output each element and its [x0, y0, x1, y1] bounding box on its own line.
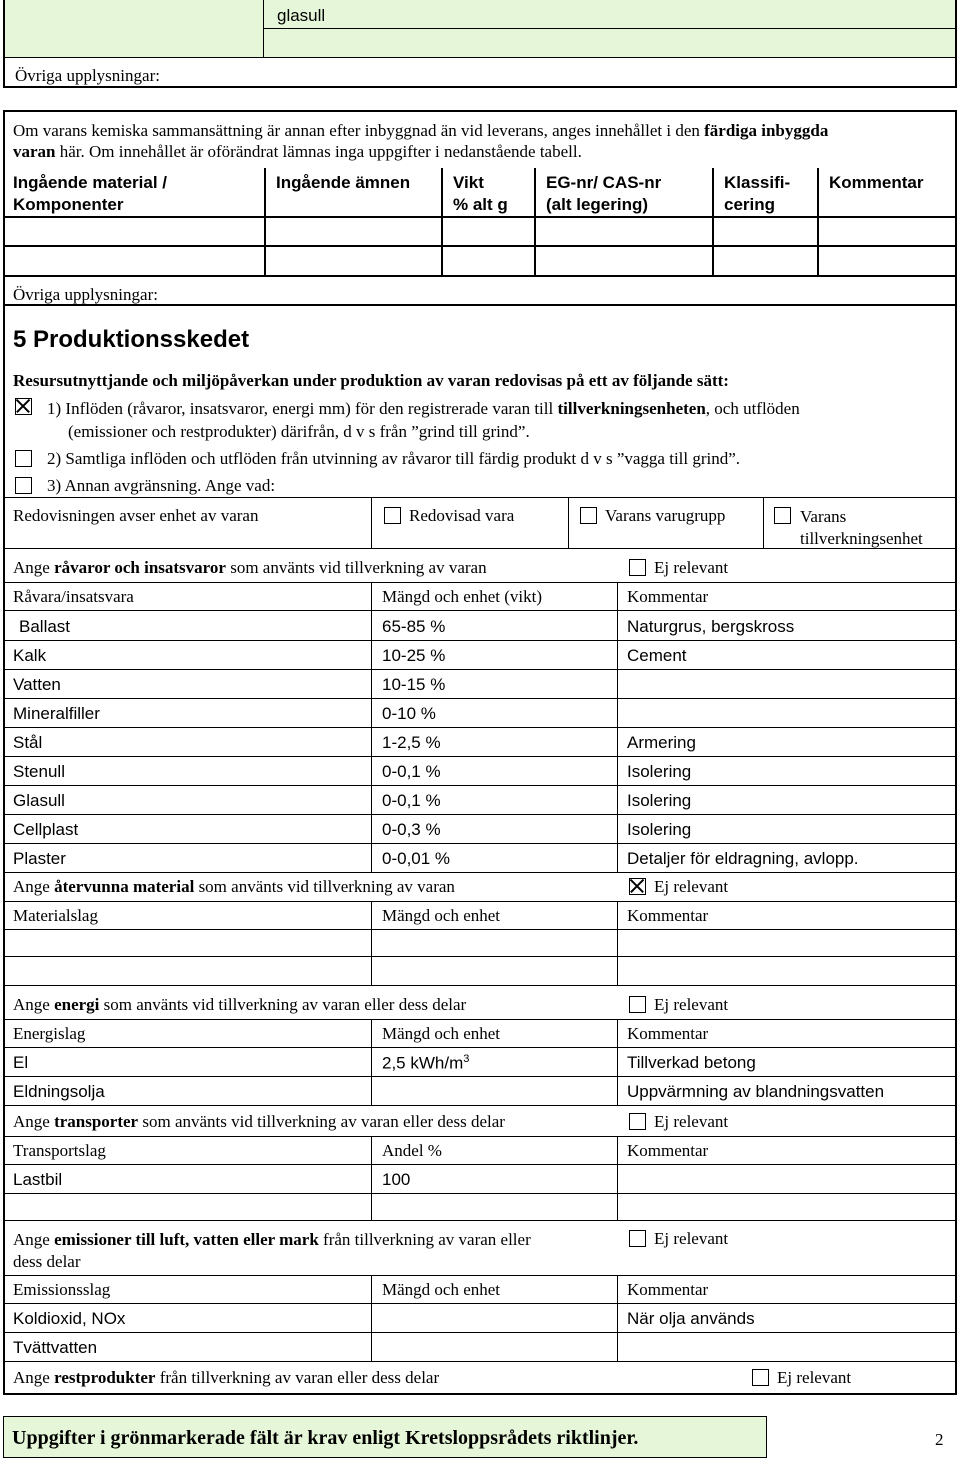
table-row[interactable] — [3, 757, 957, 785]
en-col1: Energislag — [13, 1024, 86, 1043]
raw-col1: Råvara/insatsvara — [13, 587, 134, 606]
raw-ej-relevant-checkbox[interactable] — [629, 559, 646, 576]
em-r1-a: Koldioxid, NOx — [13, 1309, 126, 1328]
en-r1-a: El — [13, 1053, 29, 1072]
t1-ovriga-label: Övriga upplysningar: — [13, 285, 158, 304]
em-q-pre: Ange — [13, 1230, 55, 1249]
raw-cell-c: Detaljer för eldragning, avlopp. — [627, 849, 859, 868]
rest-ej-relevant-label: Ej relevant — [777, 1368, 852, 1387]
material-field-2[interactable] — [264, 29, 957, 57]
table-row[interactable] — [3, 670, 957, 698]
raw-cell-b: 0-0,1 % — [382, 791, 441, 810]
en-q-pre: Ange — [13, 995, 55, 1014]
table-row[interactable] — [3, 844, 957, 872]
en-q-post: som använts vid tillverkning av varan eller dess delar — [99, 995, 467, 1014]
energy-ej-relevant-checkbox[interactable] — [629, 996, 646, 1013]
rec-col3: Kommentar — [627, 906, 709, 925]
em-q-line2: dess delar — [13, 1252, 81, 1271]
raw-ej-relevant-label: Ej relevant — [654, 558, 729, 577]
raw-q-bold: råvaror och insatsvaror — [54, 558, 226, 577]
rest-q-post: från tillverkning av varan eller dess delar — [155, 1368, 440, 1387]
table-row[interactable] — [3, 815, 957, 843]
table-row[interactable] — [3, 1333, 957, 1361]
transport-ej-relevant-checkbox[interactable] — [629, 1113, 646, 1130]
recycled-question — [13, 877, 455, 897]
option1-pre: 1) Inflöden (råvaror, insatsvaror, energi mm) för den registrerade varan till — [47, 399, 558, 418]
table-row[interactable] — [3, 1304, 957, 1332]
raw-q-pre: Ange — [13, 558, 55, 577]
intro-text — [13, 120, 948, 162]
raw-cell-a: Mineralfiller — [13, 704, 100, 723]
tr-col3: Kommentar — [627, 1141, 709, 1160]
em-q-bold: emissioner till luft, vatten eller mark — [54, 1230, 319, 1249]
th-amnen: Ingående ämnen — [276, 173, 411, 192]
raw-cell-b: 0-0,01 % — [382, 849, 451, 868]
th-kommentar: Kommentar — [829, 173, 924, 192]
raw-cell-c: Isolering — [627, 820, 692, 839]
raw-cell-b: 0-0,3 % — [382, 820, 441, 839]
em-col2: Mängd och enhet — [382, 1280, 501, 1299]
raw-cell-b: 10-15 % — [382, 675, 446, 694]
en-r1-c: Tillverkad betong — [627, 1053, 756, 1072]
th-klass: Klassifi- cering — [724, 173, 791, 214]
option1-line2: (emissioner och restprodukter) därifrån, d v s från ”grind till grind”. — [68, 422, 530, 441]
em-col1: Emissionsslag — [13, 1280, 111, 1299]
raw-cell-a: Glasull — [13, 791, 65, 810]
raw-cell-b: 65-85 % — [382, 617, 446, 636]
option1-checkbox[interactable] — [15, 398, 32, 415]
recycled-ej-relevant-label: Ej relevant — [654, 877, 729, 896]
raw-cell-c: Cement — [627, 646, 687, 665]
raw-cell-a: Ballast — [19, 617, 71, 636]
rec-q-post: som använts vid tillverkning av varan — [194, 877, 455, 896]
rest-q-bold: restprodukter — [54, 1368, 156, 1387]
table-row[interactable] — [3, 1048, 957, 1076]
raw-cell-c: Isolering — [627, 762, 692, 781]
t1-row2[interactable] — [266, 247, 955, 275]
ovriga-label: Övriga upplysningar: — [15, 66, 160, 85]
material-field[interactable] — [264, 0, 957, 28]
redov-enhet-l2: tillverkningsenhet — [800, 529, 923, 548]
raw-col3: Kommentar — [627, 587, 709, 606]
raw-cell-a: Stenull — [13, 762, 65, 781]
rest-q-pre: Ange — [13, 1368, 55, 1387]
rec-row-1[interactable] — [3, 930, 957, 956]
th-vikt: Vikt % alt g — [453, 173, 508, 214]
rest-question — [13, 1368, 439, 1388]
tr-col1: Transportslag — [13, 1141, 106, 1160]
option1-post: , och utflöden — [705, 399, 800, 418]
tr-r1-b: 100 — [382, 1170, 411, 1189]
option2-checkbox[interactable] — [15, 450, 32, 467]
em-r2-a: Tvättvatten — [13, 1338, 98, 1357]
raw-cell-a: Plaster — [13, 849, 66, 868]
recycled-ej-relevant-checkbox[interactable] — [629, 878, 646, 895]
table-row[interactable] — [3, 641, 957, 669]
ovriga-upplysningar-row[interactable] — [3, 58, 957, 88]
intro-line2: här. Om innehållet är oförändrat lämnas inga uppgifter i nedanstående tabell. — [55, 142, 582, 161]
option1-text — [47, 397, 800, 443]
raw-cell-c: Armering — [627, 733, 696, 752]
en-r2-c: Uppvärmning av blandningsvatten — [627, 1082, 885, 1101]
transport-question — [13, 1112, 505, 1132]
redov-varugrupp-label: Varans varugrupp — [605, 506, 726, 525]
energy-ej-relevant-label: Ej relevant — [654, 995, 729, 1014]
rest-ej-relevant-checkbox[interactable] — [752, 1369, 769, 1386]
page-number: 2 — [935, 1430, 944, 1449]
en-col3: Kommentar — [627, 1024, 709, 1043]
tr-col2: Andel % — [382, 1141, 442, 1160]
emission-question — [13, 1229, 613, 1273]
t1-row1[interactable] — [266, 218, 955, 245]
raw-cell-b: 0-10 % — [382, 704, 436, 723]
rec-col1: Materialslag — [13, 906, 98, 925]
transport-ej-relevant-label: Ej relevant — [654, 1112, 729, 1131]
th-material: Ingående material / Komponenter — [13, 173, 167, 214]
em-r1-c: När olja används — [627, 1309, 755, 1328]
option3-checkbox[interactable] — [15, 477, 32, 494]
redov-vara-label: Redovisad vara — [409, 506, 515, 525]
en-r1-b-wrap — [382, 1053, 469, 1074]
section5-lead-text: Resursutnyttjande och miljöpåverkan under produktion av varan redovisas på ett av följande sätt: — [13, 371, 729, 390]
top-label-cell — [3, 0, 264, 57]
table-row[interactable] — [3, 728, 957, 756]
tr-q-pre: Ange — [13, 1112, 55, 1131]
intro-line1: Om varans kemiska sammansättning är annan efter inbyggnad än vid leverans, anges innehållet i den — [13, 121, 705, 140]
redov-enhet-checkbox[interactable] — [774, 507, 791, 524]
raw-cell-a: Kalk — [13, 646, 47, 665]
material-value: glasull — [277, 6, 326, 25]
raw-cell-c: Naturgrus, bergskross — [627, 617, 795, 636]
option1-bold: tillverkningsenheten — [557, 399, 706, 418]
raw-cell-b: 10-25 % — [382, 646, 446, 665]
rec-col2: Mängd och enhet — [382, 906, 501, 925]
raw-q-post: som använts vid tillverkning av varan — [225, 558, 487, 577]
em-q-post: från tillverkning av varan eller — [318, 1230, 531, 1249]
raw-cell-a: Stål — [13, 733, 43, 752]
raw-cell-b: 0-0,1 % — [382, 762, 441, 781]
intro-bold1: färdiga inbyggda — [704, 121, 829, 140]
table-row[interactable] — [3, 1077, 957, 1105]
section5-lead — [13, 371, 729, 391]
tr-q-bold: transporter — [54, 1112, 139, 1131]
en-r2-a: Eldningsolja — [13, 1082, 105, 1101]
footer-note-box — [3, 1416, 767, 1458]
table-row[interactable] — [3, 1165, 957, 1193]
raw-question — [13, 558, 487, 578]
table-row[interactable] — [3, 786, 957, 814]
option3-text: 3) Annan avgränsning. Ange vad: — [47, 476, 276, 495]
footer-note: Uppgifter i grönmarkerade fält är krav enligt Kretsloppsrådets riktlinjer. — [12, 1427, 639, 1449]
section5-title: 5 Produktionsskedet — [13, 326, 250, 353]
rec-row-2[interactable] — [3, 957, 957, 985]
emission-ej-relevant-checkbox[interactable] — [629, 1230, 646, 1247]
table-row[interactable] — [3, 699, 957, 727]
rec-q-bold: återvunna material — [54, 877, 195, 896]
en-r1-b: 2,5 kWh/m — [382, 1053, 464, 1073]
raw-cell-a: Cellplast — [13, 820, 79, 839]
tr-r1-a: Lastbil — [13, 1170, 63, 1189]
emission-ej-relevant-label: Ej relevant — [654, 1229, 729, 1248]
tr-row-2[interactable] — [3, 1194, 957, 1220]
tr-q-post: som använts vid tillverkning av varan eller dess delar — [138, 1112, 505, 1131]
redov-vara-checkbox[interactable] — [384, 507, 401, 524]
raw-cell-b: 1-2,5 % — [382, 733, 441, 752]
energy-question — [13, 995, 466, 1015]
em-col3: Kommentar — [627, 1280, 709, 1299]
redov-label: Redovisningen avser enhet av varan — [13, 506, 259, 525]
redov-enhet-l1: Varans — [800, 507, 847, 526]
en-q-bold: energi — [54, 995, 100, 1014]
option2-text: 2) Samtliga inflöden och utflöden från utvinning av råvaror till färdig produkt d v s ”vagga till grind”. — [47, 449, 741, 468]
th-egnr: EG-nr/ CAS-nr (alt legering) — [546, 173, 662, 214]
raw-cell-c: Isolering — [627, 791, 692, 810]
rec-q-pre: Ange — [13, 877, 55, 896]
raw-col2: Mängd och enhet (vikt) — [382, 587, 543, 606]
en-r1-b-sup: 3 — [463, 1053, 470, 1065]
raw-cell-a: Vatten — [13, 675, 61, 694]
table-row[interactable] — [3, 611, 957, 640]
intro-bold2: varan — [13, 142, 56, 161]
redov-enhet-label — [800, 506, 923, 550]
redov-varugrupp-checkbox[interactable] — [580, 507, 597, 524]
en-col2: Mängd och enhet — [382, 1024, 501, 1043]
